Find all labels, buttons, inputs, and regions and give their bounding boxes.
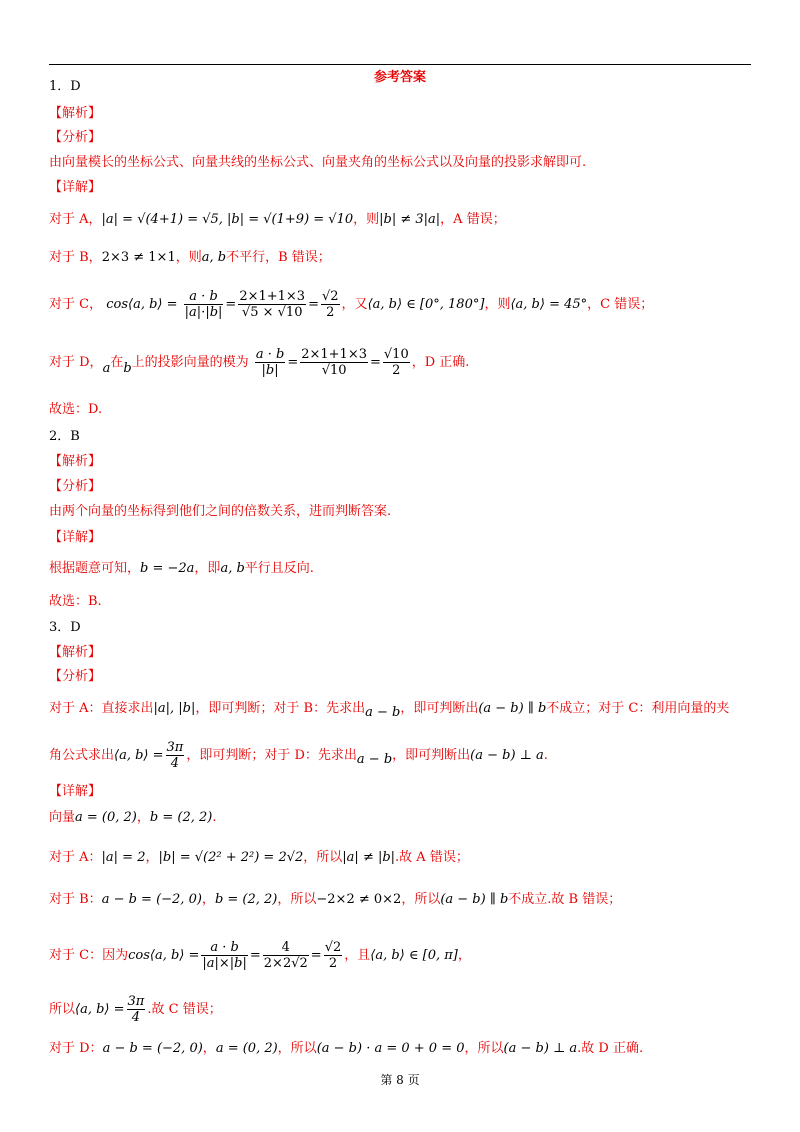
q3-c-frac2 [263, 940, 309, 971]
q3-an2-num: 3π [166, 740, 184, 755]
q3-c-eq1: = [249, 948, 261, 963]
q3-c-range: ⟨a, b⟩ ∈ [0, π] [370, 948, 458, 963]
q2-detail-mid: ，即 [194, 561, 221, 576]
q1-b-prefix: 对于 B， [49, 250, 102, 265]
q2-detail-math: b = −2a [140, 561, 195, 576]
q3-tag-jiexi: 【解析】 [49, 645, 102, 660]
q1-c-frac1 [184, 289, 224, 320]
q3-an2-c: ，即可判断出 [392, 748, 471, 763]
q1-b-math2: a, b [201, 250, 227, 265]
q1-a-math: |a| = √(4+1) = √5, |b| = √(1+9) = √10 [101, 212, 354, 227]
q1-c-also: ，又 [341, 297, 368, 312]
q3-an2-frac [166, 740, 185, 771]
q3-option-d [49, 1040, 751, 1058]
q1-c-then: ，则 [484, 297, 511, 312]
q3-c2-frac [127, 994, 146, 1025]
q3-b-mid2: ，所以 [401, 892, 441, 907]
q1-d-frac2 [300, 347, 368, 378]
q3-an2-a: 角公式求出 [49, 748, 115, 763]
q1-c-den3: 2 [326, 305, 335, 320]
q3-a-m3: |a| ≠ |b| [342, 850, 396, 865]
q1-d-den1: |b| [261, 363, 279, 378]
q3-an1-a: 对于 A：直接求出 [49, 701, 154, 716]
q3-option-b [49, 891, 751, 909]
q1-c-eq1: = [225, 297, 237, 312]
q1-c-frac3 [321, 289, 340, 320]
q1-option-a [49, 211, 751, 229]
q3-an2-m3: (a − b) ⊥ a [470, 748, 544, 763]
q1-d-num3: √10 [383, 347, 409, 362]
q1-option-c [49, 289, 751, 320]
q1-a-prefix: 对于 A， [49, 212, 102, 227]
q2-detail-suffix: 平行且反向. [244, 561, 314, 576]
q1-conclusion: 故选：D. [49, 402, 103, 417]
q1-d-suffix: ，D 正确. [411, 355, 470, 370]
q1-d-num1: a · b [255, 347, 285, 362]
q1-tag-fenxi: 【分析】 [49, 130, 102, 145]
q1-d-eq2: = [369, 355, 381, 370]
q3-analysis-line2 [49, 740, 751, 771]
q1-tag-jiexi: 【解析】 [49, 106, 102, 121]
q1-d-den2: √10 [321, 363, 347, 378]
q3-an2-m2: a − b [356, 752, 393, 767]
q1-c-eq2: = [308, 297, 319, 312]
q3-a-sep: ， [145, 850, 159, 865]
q3-tag-fenxi: 【分析】 [49, 669, 102, 684]
q1-b-suffix: 不平行，B 错误； [226, 250, 331, 265]
q1-d-num2: 2×1+1×3 [301, 347, 367, 362]
q1-c-den1: |a|·|b| [184, 305, 223, 320]
q3-c-den2: 2×2√2 [263, 956, 308, 971]
q3-b-m1: a − b = (−2, 0) [101, 892, 202, 907]
q3-d-m4: (a − b) ⊥ a [503, 1041, 578, 1056]
q3-tag-xiangjie: 【详解】 [49, 784, 102, 799]
q3-d-m2: a = (0, 2) [215, 1041, 278, 1056]
q3-given-prefix: 向量 [49, 810, 76, 825]
q3-a-m2: |b| = √(2² + 2²) = 2√2 [158, 850, 304, 865]
q3-given-math2: b = (2, 2) [149, 810, 213, 825]
q1-c-frac2 [238, 289, 306, 320]
q3-an2-den: 4 [170, 756, 180, 771]
q1-tag-xiangjie: 【详解】 [49, 180, 102, 195]
q3-an1-b: ，即可判断；对于 B：先求出 [195, 701, 366, 716]
q3-option-c [49, 940, 751, 971]
q3-analysis-line1 [49, 700, 751, 718]
q3-answer: 3．D [49, 620, 81, 635]
q3-c2-prefix: 所以 [49, 1002, 76, 1017]
q2-answer: 2．B [49, 429, 80, 444]
q1-d-frac1 [255, 347, 285, 378]
q1-option-b [49, 249, 751, 267]
q1-d-den3: 2 [392, 363, 401, 378]
q3-a-m1: |a| = 2 [101, 850, 146, 865]
q3-c2-den: 4 [131, 1010, 141, 1025]
q1-a-suffix: ，A 错误； [440, 212, 506, 227]
q3-c2-num: 3π [127, 994, 145, 1009]
q1-c-prefix: 对于 C， [49, 297, 103, 312]
q3-b-m4: (a − b) ∥ b [440, 892, 509, 907]
q3-c-mid: ，且 [344, 948, 371, 963]
q3-b-m2: b = (2, 2) [214, 892, 278, 907]
q3-given [49, 809, 751, 827]
q1-c-range: ⟨a, b⟩ ∈ [0°, 180°] [367, 297, 485, 312]
q3-an1-m2: a − b [365, 705, 401, 720]
q1-d-zai: 在 [110, 355, 124, 370]
q3-option-a [49, 849, 751, 867]
q3-d-prefix: 对于 D： [49, 1041, 103, 1056]
q1-c-suffix: ，C 错误； [587, 297, 654, 312]
q1-d-a: a [102, 361, 111, 376]
q2-detail-math2: a, b [220, 561, 245, 576]
q3-c-suffix: ， [457, 948, 471, 963]
q1-analysis: 由向量模长的坐标公式、向量共线的坐标公式、向量夹角的坐标公式以及向量的投影求解即可. [49, 155, 587, 170]
q3-given-math: a = (0, 2) [75, 810, 137, 825]
q1-c-result: ⟨a, b⟩ = 45° [510, 297, 588, 312]
q3-a-prefix: 对于 A： [49, 850, 102, 865]
q3-c-num2: 4 [263, 940, 309, 956]
q3-d-m1: a − b = (−2, 0) [102, 1041, 203, 1056]
q3-c-frac3 [324, 940, 343, 971]
q3-an1-m1: |a|, |b| [153, 701, 196, 716]
q3-c-num1: a · b [201, 940, 247, 956]
q3-c-den3: 2 [328, 956, 338, 971]
q3-given-suffix: . [212, 810, 217, 825]
q3-c-eq2: = [310, 948, 322, 963]
q1-d-text: 上的投影向量的模为 [131, 355, 249, 370]
q3-d-m3: (a − b) · a = 0 + 0 = 0 [316, 1041, 465, 1056]
q1-d-b: b [123, 361, 132, 376]
q1-option-d [49, 347, 751, 378]
q3-c-num3: √2 [324, 940, 342, 955]
q1-b-math: 2×3 ≠ 1×1 [101, 250, 176, 265]
q3-d-suffix: .故 D 正确. [577, 1041, 644, 1056]
q3-an2-d: . [543, 748, 548, 763]
q1-c-num3: √2 [321, 289, 339, 304]
q3-d-mid2: ，所以 [464, 1041, 504, 1056]
q2-analysis: 由两个向量的坐标得到他们之间的倍数关系，进而判断答案. [49, 504, 392, 519]
q3-b-mid: ，所以 [277, 892, 317, 907]
page-title: 参考答案 [373, 70, 426, 85]
q1-d-frac3 [383, 347, 410, 378]
header-rule [49, 64, 751, 65]
q2-detail-prefix: 根据题意可知， [49, 561, 141, 576]
q3-given-sep: ， [136, 810, 150, 825]
q1-answer: 1．D [49, 79, 81, 94]
q3-a-suffix: .故 A 错误； [395, 850, 469, 865]
q1-a-then: ，则 [353, 212, 380, 227]
q2-conclusion: 故选：B. [49, 594, 102, 609]
q2-detail [49, 560, 751, 578]
q1-c-den2: √5 × √10 [241, 305, 303, 320]
q1-c-lhs: cos⟨a, b⟩ = [106, 297, 178, 312]
q3-c-den1: |a|×|b| [202, 956, 247, 971]
q3-an1-c: ，即可判断出 [400, 701, 479, 716]
q2-tag-fenxi: 【分析】 [49, 479, 102, 494]
q3-a-mid: ，所以 [303, 850, 343, 865]
q3-b-m3: −2×2 ≠ 0×2 [316, 892, 402, 907]
q3-c-lhs: cos⟨a, b⟩ = [128, 948, 200, 963]
q3-b-prefix: 对于 B： [49, 892, 102, 907]
q3-c2-suffix: .故 C 错误； [147, 1002, 222, 1017]
q3-an1-m3: (a − b) ∥ b [478, 701, 547, 716]
q3-an1-d: 不成立；对于 C：利用向量的夹 [546, 701, 730, 716]
q3-c-prefix: 对于 C：因为 [49, 948, 129, 963]
q3-c-frac1 [201, 940, 247, 971]
q1-d-eq1: = [287, 355, 299, 370]
q3-d-mid: ，所以 [277, 1041, 317, 1056]
q3-option-c-result [49, 994, 751, 1025]
q1-c-num1: a · b [184, 289, 224, 305]
q2-tag-xiangjie: 【详解】 [49, 530, 102, 545]
page-number: 第 8 页 [380, 1073, 420, 1087]
q1-b-then: ，则 [175, 250, 202, 265]
q3-an2-m1: ⟨a, b⟩ = [114, 748, 164, 763]
q3-b-sep: ， [201, 892, 215, 907]
q1-a-math2: |b| ≠ 3|a| [379, 212, 441, 227]
q3-d-sep: ， [202, 1041, 216, 1056]
q1-c-num2: 2×1+1×3 [239, 289, 306, 304]
q2-tag-jiexi: 【解析】 [49, 454, 102, 469]
q3-c2-lhs: ⟨a, b⟩ = [75, 1002, 125, 1017]
q3-b-suffix: 不成立.故 B 错误； [508, 892, 622, 907]
q1-d-prefix: 对于 D， [49, 355, 103, 370]
q3-an2-b: ，即可判断；对于 D：先求出 [186, 748, 357, 763]
